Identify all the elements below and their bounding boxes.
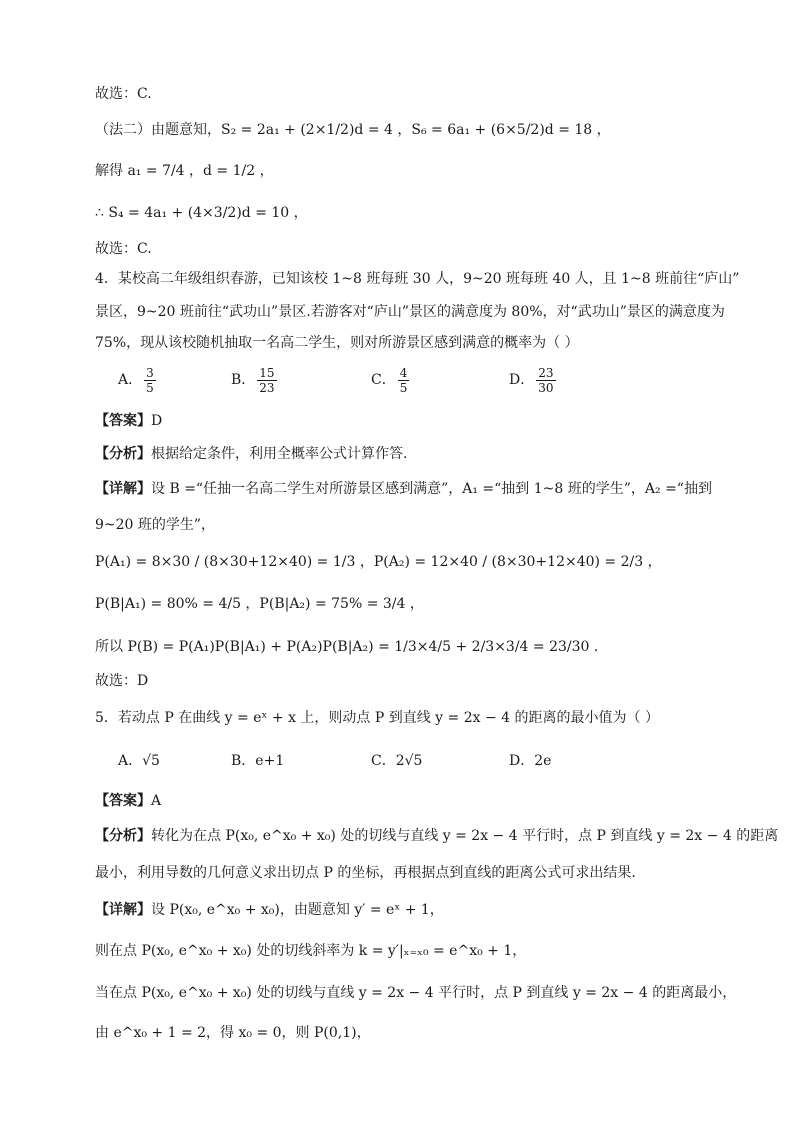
text-line: ∴ S₄ = 4a₁ + (4×3/2)d = 10 ， [95, 205, 308, 221]
option-value: e+1 [255, 753, 285, 769]
analysis-tag: 【分析】 [95, 446, 151, 462]
question-5-options [118, 741, 778, 781]
detail-tag: 【详解】 [95, 481, 151, 497]
denominator: 5 [399, 380, 408, 395]
answer-value: D [151, 413, 163, 429]
option-fraction [398, 366, 410, 395]
option-fraction [257, 366, 276, 395]
option-label: D． [509, 753, 535, 769]
option-label: C． [371, 753, 396, 769]
detail-text: 设 P(x₀, e^x₀ + x₀)，由题意知 y′ = eˣ + 1， [151, 902, 444, 918]
analysis-text: 转化为在点 P(x₀, e^x₀ + x₀) 处的切线与直线 y = 2x − 4 平行时，点 P 到直线 y = 2x − 4 的距离 [151, 828, 779, 844]
question-4-line: 75%，现从该校随机抽取一名高二学生，则对所游景区感到满意的概率为（ ） [95, 335, 579, 351]
analysis-line [95, 825, 778, 847]
text-line: （法二）由题意知，S₂ = 2a₁ + (2×1/2)d = 4 ，S₆ = 6a₁ + (6×5/2)d = 18 ， [95, 122, 611, 138]
numerator: 4 [399, 365, 408, 380]
option-d [509, 741, 551, 781]
question-4-line: 景区，9~20 班前往“武功山”景区.若游客对“庐山”景区的满意度为 80%，对“武功山”景区的满意度为 [95, 304, 725, 320]
equation-line: P(A₁) = 8×30 / (8×30+12×40) = 1/3 ，P(A₂) = 12×40 / (8×30+12×40) = 2/3 ， [95, 554, 662, 570]
question-4-options [118, 360, 778, 400]
denominator: 23 [259, 380, 275, 395]
text-line: 最小，利用导数的几何意义求出切点 P 的坐标，再根据点到直线的距离公式可求出结果. [95, 865, 636, 881]
denominator: 30 [538, 380, 554, 395]
text-line: 故选：C. [95, 241, 152, 257]
text-line: 故选：D [95, 673, 149, 689]
option-label: B． [231, 753, 256, 769]
equation-line: 则在点 P(x₀, e^x₀ + x₀) 处的切线斜率为 k = y′|ₓ₌ₓ₀ = e^x₀ + 1， [95, 943, 527, 959]
option-label: B． [231, 372, 256, 388]
analysis-line [95, 443, 407, 465]
option-b [231, 360, 279, 400]
equation-line: 所以 P(B) = P(A₁)P(B|A₁) + P(A₂)P(B|A₂) = 1/3×4/5 + 2/3×3/4 = 23/30 . [95, 639, 599, 655]
question-4-line: 4．某校高二年级组织春游，已知该校 1~8 班每班 30 人，9~20 班每班 40 人，且 1~8 班前往“庐山” [95, 271, 740, 287]
answer-line [95, 410, 162, 432]
option-fraction [144, 366, 156, 395]
analysis-text: 根据给定条件，利用全概率公式计算作答. [151, 446, 408, 462]
detail-line [95, 478, 712, 500]
denominator: 5 [146, 380, 154, 395]
numerator: 15 [259, 365, 275, 380]
equation-line: P(B|A₁) = 80% = 4/5 ，P(B|A₂) = 75% = 3/4 ， [95, 596, 424, 612]
detail-line [95, 899, 444, 921]
text-line: 解得 a₁ = 7/4 ，d = 1/2 ， [95, 163, 274, 179]
option-d [509, 360, 558, 400]
answer-line [95, 790, 161, 812]
option-value: 2e [534, 753, 552, 769]
answer-value: A [151, 793, 162, 809]
answer-tag: 【答案】 [95, 793, 151, 809]
option-value: √5 [142, 753, 160, 769]
numerator: 3 [146, 365, 154, 380]
option-label: C． [371, 372, 396, 388]
analysis-tag: 【分析】 [95, 828, 151, 844]
equation-line: 当在点 P(x₀, e^x₀ + x₀) 处的切线与直线 y = 2x − 4 平行时，点 P 到直线 y = 2x − 4 的距离最小， [95, 985, 737, 1001]
option-label: A． [118, 753, 143, 769]
numerator: 23 [538, 365, 554, 380]
option-label: D． [509, 372, 535, 388]
option-b [231, 741, 284, 781]
option-c [371, 360, 411, 400]
option-fraction [536, 366, 555, 395]
option-value: 2√5 [395, 753, 423, 769]
option-a [118, 741, 160, 781]
option-a [118, 360, 158, 400]
option-c [371, 741, 422, 781]
text-line: 9~20 班的学生”， [95, 517, 216, 533]
answer-tag: 【答案】 [95, 413, 151, 429]
question-5-line: 5．若动点 P 在曲线 y = eˣ + x 上，则动点 P 到直线 y = 2x − 4 的距离的最小值为（ ） [95, 710, 659, 726]
equation-line: 由 e^x₀ + 1 = 2，得 x₀ = 0，则 P(0,1)， [95, 1025, 371, 1041]
detail-text: 设 B =“任抽一名高二学生对所游景区感到满意”，A₁ =“抽到 1~8 班的学生”，A₂ =“抽到 [151, 481, 712, 497]
option-label: A． [118, 372, 143, 388]
text-line: 故选：C. [95, 86, 152, 102]
detail-tag: 【详解】 [95, 902, 151, 918]
